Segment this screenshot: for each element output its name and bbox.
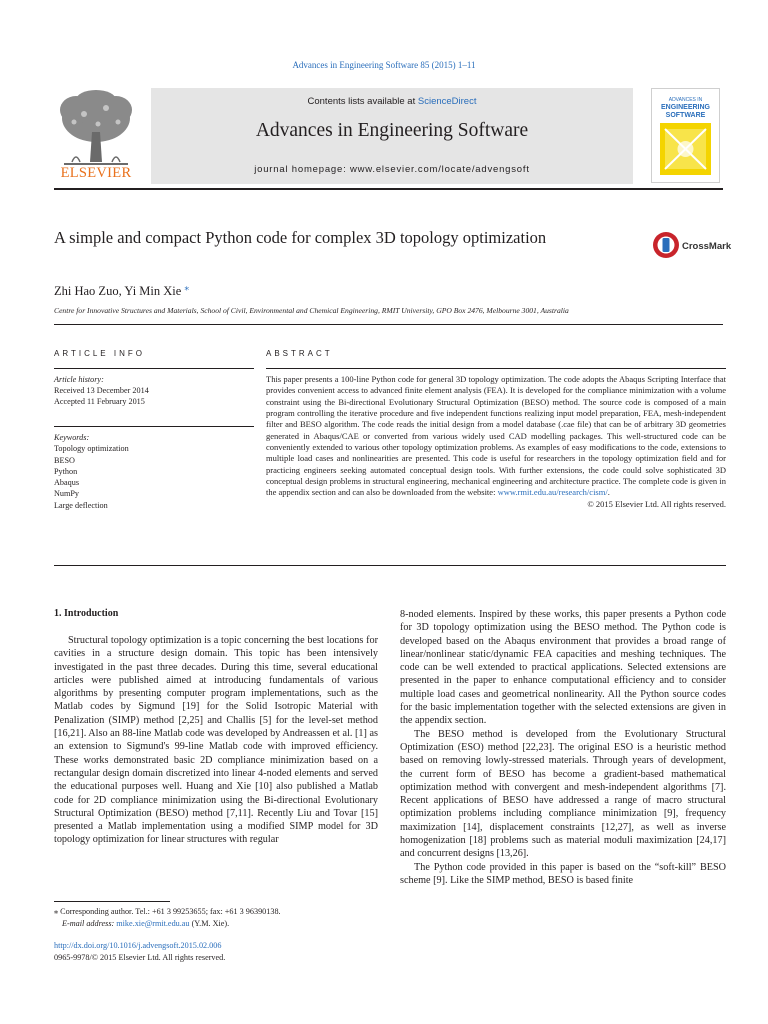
corresponding-mark[interactable]: ⁎ xyxy=(184,282,189,292)
journal-title: Advances in Engineering Software xyxy=(255,120,529,141)
crossmark-label: CrossMark xyxy=(682,241,732,252)
article-info-heading: ARTICLE INFO xyxy=(54,349,145,358)
keyword-item: Python xyxy=(54,466,78,476)
section-heading-introduction: 1. Introduction xyxy=(54,608,119,619)
article-info-rule xyxy=(54,368,254,369)
doi-link[interactable]: http://dx.doi.org/10.1016/j.advengsoft.2015.02.006 xyxy=(54,941,222,950)
elsevier-wordmark: ELSEVIER xyxy=(60,165,132,181)
cover-line-2: ENGINEERING xyxy=(660,104,711,111)
homepage-line: journal homepage: www.elsevier.com/locate/advengsoft xyxy=(254,164,530,175)
contents-line: Contents lists available at ScienceDirect xyxy=(307,96,477,107)
abstract-bottom-rule xyxy=(54,565,726,566)
cover-line-3: SOFTWARE xyxy=(665,112,706,119)
paragraph: The BESO method is developed from the Evolutionary Structural Optimization (ESO) method [22,23]. The original ESO is a heuristic method based on removing lowly-stressed materials. Through years of development, the current form of BESO has become a gradient-based mathematical optimization method with convergent and mesh-independent algorithms [7]. Recent applications of BESO have addressed a range of macro structural optimization problems including compliance minimization [9], frequency maximization [14], displacement constraints [12,27], as well as inverse homogenization [18] problems such as material moduli maximization [24,17] and concurrent designs [13,26]. xyxy=(400,728,726,860)
keywords-label: Keywords: xyxy=(54,433,90,442)
homepage-link[interactable]: www.elsevier.com/locate/advengsoft xyxy=(349,164,530,175)
abstract-rule xyxy=(266,368,726,369)
title-rule xyxy=(54,324,723,325)
keyword-item: Abaqus xyxy=(54,478,80,488)
author-list xyxy=(54,282,189,299)
abstract-text: This paper presents a 100-line Python code for general 3D topology optimization. The code adopts the Abaqus Scripting Interface that provides convenient access to advanced finite element analysis (FEA). It is developed for the compliance minimization with a volume constraint using the Bi-directional Evolutionary Structural Optimization (BESO) method. The source code is composed of a main program controlling the iterative procedure and five independent functions realizing input model preparation, FEA, mesh-independent filter and BESO algorithm. The code reads the initial design from a model database (.cae file) that can be of arbitrary 3D geometries generated in Abaqus/CAE or converted from various widely used CAD modelling packages. This well-structured code can be conveniently extended to various other topology optimization problems. As examples of easy modifications to the code, extensions to multiple load cases and nonlinearities are presented. This code is useful for researchers in the topology optimization field and for practicing engineers seeking automated conceptual design tools. With further extensions, the code could solve sophisticated 3D conceptual design problems in structural engineering, mechanical engineering and architecture practice. The complete code is given in the appendix section and can also be downloaded from the website: www.rmit.edu.au/research/cism/. © 2015 Elsevier Ltd. All rights reserved. xyxy=(266,374,726,509)
article-history xyxy=(54,374,149,407)
body-column-right xyxy=(400,608,726,887)
received-date: Received 13 December 2014 xyxy=(54,386,149,395)
article-title: A simple and compact Python code for complex 3D topology optimization xyxy=(54,228,547,247)
journal-reference[interactable]: Advances in Engineering Software 85 (2015) 1–11 xyxy=(292,60,476,70)
keyword-item: Topology optimization xyxy=(54,444,129,454)
issn-line: 0965-9978/© 2015 Elsevier Ltd. All rights reserved. xyxy=(54,952,226,962)
email-line: E-mail address: mike.xie@rmit.edu.au (Y.M. Xie). xyxy=(62,918,230,928)
corresponding-author-note: ⁎ Corresponding author. Tel.: +61 3 99253655; fax: +61 3 96390138. xyxy=(54,907,281,916)
crossmark-icon xyxy=(652,229,732,263)
sciencedirect-link[interactable]: ScienceDirect xyxy=(417,96,477,107)
paragraph: Structural topology optimization is a topic concerning the best locations for cavities in a structure design domain. This topic has been intensively investigated in the past three decades. During this time, several educational articles were published aimed at introducing fundamentals of various algorithms by presenting computer program implementations, such as the Matlab codes by Sigmund [19] for the Solid Isotropic Material with Penalization (SIMP) method [2,25] and Challis [5] for the level-set method [16,21]. Also an 88-line Matlab code was developed by Andreassen et al. [1] as an extension to Sigmund's 99-line Matlab code with improved efficiency. These works demonstrated basic 2D compliance minimization based on a rectangular design domain discretized into linear 4-noded elements and served the educational purposes well. Huang and Xie [10] also published a Matlab code for 2D compliance minimization using the Bi-directional Evolutionary Structural Optimization (BESO) method [7,11]. Recently Liu and Tovar [15] presented a Matlab implementation using a modified SIMP model for 3D topology optimization for linear structures with regular xyxy=(54,635,378,846)
abstract-heading: ABSTRACT xyxy=(266,349,333,358)
rmit-website-link[interactable]: www.rmit.edu.au/research/cism/ xyxy=(497,487,608,498)
doi-block xyxy=(54,940,225,963)
authors-text: Zhi Hao Zuo, Yi Min Xie xyxy=(54,284,182,299)
accepted-date: Accepted 11 February 2015 xyxy=(54,397,145,406)
footnote-rule xyxy=(54,901,170,902)
email-link[interactable]: mike.xie@rmit.edu.au xyxy=(116,918,190,928)
keyword-item: Large deflection xyxy=(54,500,108,510)
journal-masthead xyxy=(151,88,633,184)
keyword-item: BESO xyxy=(54,455,75,465)
keyword-item: NumPy xyxy=(54,489,80,499)
history-label: Article history: xyxy=(54,375,104,384)
paragraph: The Python code provided in this paper is based on the “soft-kill” BESO scheme [9]. Like the SIMP method, BESO is based finite xyxy=(400,861,726,886)
abstract-copyright: © 2015 Elsevier Ltd. All rights reserved. xyxy=(587,498,726,509)
affiliation: Centre for Innovative Structures and Materials, School of Civil, Environmental and Chemical Engineering, RMIT University, GPO Box 2476, Melbourne 3001, Australia xyxy=(54,306,569,315)
paragraph: 8-noded elements. Inspired by these works, this paper presents a Python code for 3D topology optimization using the BESO method. The Python code is developed based on the Abaqus environment that provides a broad range of linear/nonlinear static/dynamic FEA capacities and meshing techniques. The code can be well extended to practical applications. Selected extensions are presented in the paper to enhance computational efficiency and to consider multiple load cases and geometrical nonlinearity. All the Python source codes for the basic implementation together with the selected extensions are given in the appendix section. xyxy=(400,609,726,727)
cover-line-1: ADVANCES IN xyxy=(668,97,703,103)
crossmark-badge[interactable] xyxy=(652,229,732,263)
body-column-left xyxy=(54,634,378,847)
header-rule xyxy=(54,188,723,190)
keywords-list xyxy=(54,432,129,511)
keywords-rule xyxy=(54,426,254,427)
footnote xyxy=(54,906,281,929)
journal-cover-image xyxy=(651,88,720,183)
